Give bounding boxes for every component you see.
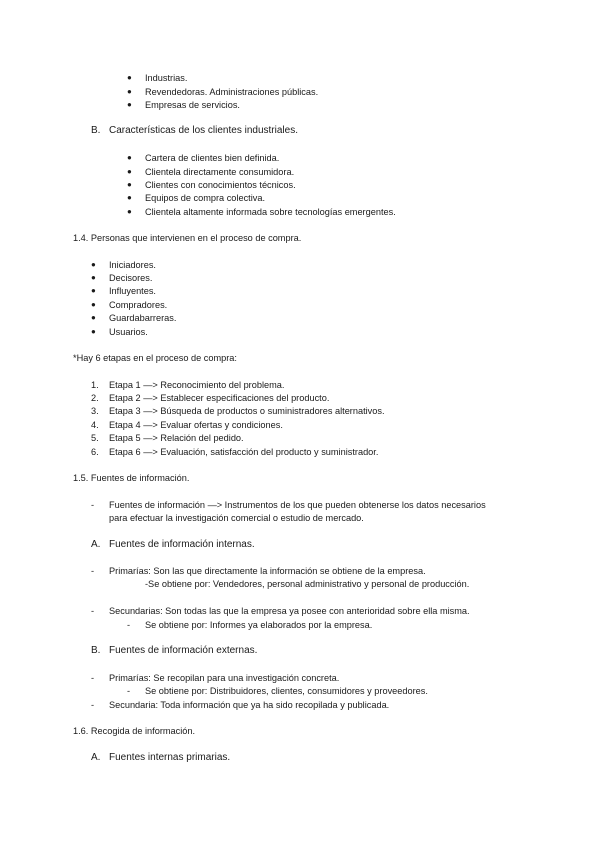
paragraph-line: Fuentes de información —> Instrumentos de los que pueden obtenerse los datos necesarios	[109, 500, 486, 510]
section-marker: A.	[91, 752, 101, 763]
paragraph-line: Primarías: Son las que directamente la información se obtiene de la empresa.	[109, 566, 426, 576]
list-item: Etapa 6 —> Evaluación, satisfacción del producto y suministrador.	[109, 447, 379, 457]
list-number: 3.	[91, 406, 99, 416]
list-item: Etapa 5 —> Relación del pedido.	[109, 433, 244, 443]
dash-marker: -	[91, 500, 95, 510]
bullet-icon: ●	[127, 193, 132, 202]
dash-marker: -	[91, 673, 95, 683]
bullet-icon: ●	[127, 167, 132, 176]
bullet-icon: ●	[127, 207, 132, 216]
list-item: Industrias.	[145, 73, 188, 83]
list-item: Clientes con conocimientos técnicos.	[145, 180, 296, 190]
list-number: 2.	[91, 393, 99, 403]
list-item: Equipos de compra colectiva.	[145, 193, 266, 203]
list-item: Empresas de servicios.	[145, 100, 240, 110]
section-heading: Fuentes internas primarias.	[109, 752, 231, 763]
dash-marker: -	[91, 606, 95, 616]
list-item: Usuarios.	[109, 327, 148, 337]
list-item: Guardabarreras.	[109, 313, 177, 323]
paragraph-line: Se obtiene por: Informes ya elaborados por la empresa.	[145, 620, 373, 630]
list-item: Etapa 1 —> Reconocimiento del problema.	[109, 380, 285, 390]
dash-marker: -	[91, 700, 95, 710]
list-item: Iniciadores.	[109, 260, 156, 270]
list-item: Etapa 2 —> Establecer especificaciones del producto.	[109, 393, 330, 403]
list-number: 4.	[91, 420, 99, 430]
section-heading: Fuentes de información externas.	[109, 645, 258, 656]
bullet-icon: ●	[91, 260, 96, 269]
list-item: Etapa 4 —> Evaluar ofertas y condiciones.	[109, 420, 283, 430]
note-text: *Hay 6 etapas en el proceso de compra:	[73, 353, 237, 363]
paragraph-line: Se obtiene por: Distribuidores, clientes, consumidores y proveedores.	[145, 686, 428, 696]
section-marker: B.	[91, 645, 101, 656]
bullet-icon: ●	[127, 87, 132, 96]
dash-marker: -	[127, 686, 131, 696]
bullet-icon: ●	[127, 180, 132, 189]
section-heading: Fuentes de información internas.	[109, 539, 255, 550]
list-number: 5.	[91, 433, 99, 443]
paragraph-line: Secundaria: Toda información que ya ha sido recopilada y publicada.	[109, 700, 390, 710]
section-marker: B.	[91, 125, 101, 136]
bullet-icon: ●	[127, 73, 132, 82]
dash-marker: -	[91, 566, 95, 576]
section-heading: 1.5. Fuentes de información.	[73, 473, 190, 483]
list-item: Etapa 3 —> Búsqueda de productos o suministradores alternativos.	[109, 406, 385, 416]
section-marker: A.	[91, 539, 101, 550]
dash-marker: -	[127, 620, 131, 630]
list-item: Clientela directamente consumidora.	[145, 167, 295, 177]
bullet-icon: ●	[91, 300, 96, 309]
bullet-icon: ●	[91, 313, 96, 322]
paragraph-line: Secundarias: Son todas las que la empresa ya posee con anterioridad sobre ella misma.	[109, 606, 470, 616]
bullet-icon: ●	[91, 273, 96, 282]
list-item: Revendedoras. Administraciones públicas.	[145, 87, 319, 97]
list-number: 1.	[91, 380, 99, 390]
paragraph-line: -Se obtiene por: Vendedores, personal administrativo y personal de producción.	[145, 579, 470, 589]
bullet-icon: ●	[91, 286, 96, 295]
bullet-icon: ●	[91, 327, 96, 336]
section-heading: 1.4. Personas que intervienen en el proceso de compra.	[73, 233, 302, 243]
section-heading: 1.6. Recogida de información.	[73, 726, 196, 736]
list-item: Cartera de clientes bien definida.	[145, 153, 280, 163]
list-number: 6.	[91, 447, 99, 457]
paragraph-line: para efectuar la investigación comercial o estudio de mercado.	[109, 513, 364, 523]
section-heading: Características de los clientes industriales.	[109, 125, 298, 136]
paragraph-line: Primarías: Se recopilan para una investigación concreta.	[109, 673, 340, 683]
list-item: Clientela altamente informada sobre tecnologías emergentes.	[145, 207, 396, 217]
bullet-icon: ●	[127, 153, 132, 162]
list-item: Influyentes.	[109, 286, 156, 296]
list-item: Decisores.	[109, 273, 153, 283]
bullet-icon: ●	[127, 100, 132, 109]
list-item: Compradores.	[109, 300, 168, 310]
